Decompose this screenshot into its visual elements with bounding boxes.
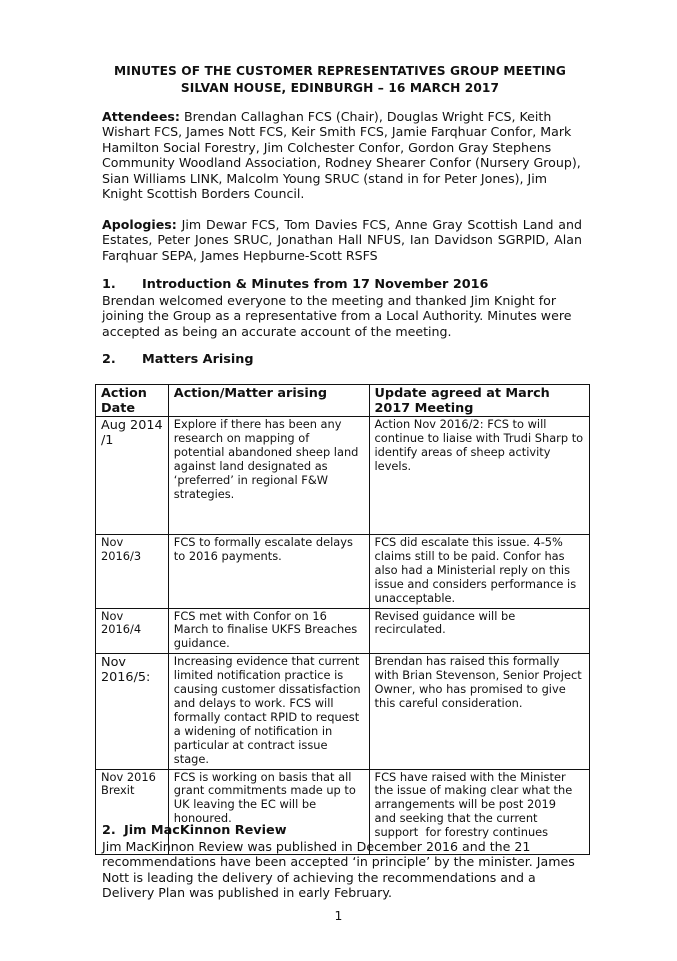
section-heading-introduction: [102, 277, 488, 293]
matters-arising-table: [95, 384, 590, 855]
table-row: [96, 654, 590, 769]
apologies-paragraph: [102, 217, 582, 263]
row-action: FCS met with Confor on 16 March to finalise UKFS Breaches guidance.: [168, 608, 369, 654]
section-body-introduction: Brendan welcomed everyone to the meeting and thanked Jim Knight for joining the Group as a representative from a Local Authority. Minutes were accepted as being an accurate account of the meeting.: [102, 293, 572, 339]
page-number: 1: [334, 908, 343, 923]
table-row: [96, 417, 590, 535]
row-action: FCS to formally escalate delays to 2016 payments.: [168, 535, 369, 609]
section-title: Matters Arising: [142, 352, 254, 367]
section-number: 2.: [102, 823, 116, 838]
title-line-2: SILVAN HOUSE, EDINBURGH – 16 MARCH 2017: [180, 81, 500, 95]
apologies-list: Jim Dewar FCS, Tom Davies FCS, Anne Gray Scottish Land and Estates, Peter Jones SRUC, Jonathan Hall NFUS, Ian Davidson SGRPID, Alan Farqhuar SEPA, James Hepburne-Scott RSFS: [102, 217, 582, 263]
attendees-label: Attendees:: [102, 109, 180, 124]
apologies-label: Apologies:: [102, 217, 177, 232]
row-action: Increasing evidence that current limited notification practice is causing customer dissatisfaction and delays to work. FCS will formally contact RPID to request a widening of notification in particular at contract issue stage.: [168, 654, 369, 769]
table-header-row: [96, 385, 590, 417]
header-action-matter: Action/Matter arising: [168, 385, 369, 417]
row-update: Action Nov 2016/2: FCS to will continue to liaise with Trudi Sharp to identify areas of sheep activity levels.: [369, 417, 589, 535]
row-action: Explore if there has been any research on mapping of potential abandoned sheep land against land designated as ‘preferred’ in regional F&W strategies.: [168, 417, 369, 535]
row-date: Nov 2016 Brexit: [96, 769, 169, 854]
row-update: Revised guidance will be recirculated.: [369, 608, 589, 654]
section-number: 1.: [102, 277, 116, 292]
section-body-mackinnon-review: Jim MacKinnon Review was published in December 2016 and the 21 recommendations have been accepted ‘in principle’ by the minister. James Nott is leading the delivery of achieving the recommendations and a Delivery Plan was published in early February.: [102, 839, 575, 901]
row-date: Nov 2016/3: [96, 535, 169, 609]
table-row: [96, 608, 590, 654]
row-update: Brendan has raised this formally with Brian Stevenson, Senior Project Owner, who has promised to give this careful consideration.: [369, 654, 589, 769]
title-line-1: MINUTES OF THE CUSTOMER REPRESENTATIVES GROUP MEETING: [114, 64, 566, 78]
row-date: Nov 2016/4: [96, 608, 169, 654]
row-action: FCS is working on basis that all grant commitments made up to UK leaving the EC will be honoured.: [168, 769, 369, 854]
row-update: FCS did escalate this issue. 4-5% claims still to be paid. Confor has also had a Ministerial reply on this issue and considers performance is unacceptable.: [369, 535, 589, 609]
document-title: [90, 63, 590, 97]
section-heading-matters-arising: [102, 352, 254, 368]
section-title: Jim MacKinnon Review: [124, 823, 287, 838]
attendees-list: Brendan Callaghan FCS (Chair), Douglas Wright FCS, Keith Wishart FCS, James Nott FCS, Keir Smith FCS, Jamie Farqhuar Confor, Mark Hamilton Social Forestry, Jim Colchester Confor, Gordon Gray Stephens Community Woodland Association, Rodney Shearer Confor (Nursery Group), Sian Williams LINK, Malcolm Young SRUC (stand in for Peter Jones), Jim Knight Scottish Borders Council.: [102, 109, 581, 202]
section-title: Introduction & Minutes from 17 November 2016: [142, 277, 489, 292]
row-date: Aug 2014 /1: [96, 417, 169, 535]
attendees-paragraph: [102, 109, 582, 201]
table-row: [96, 535, 590, 609]
header-update: Update agreed at March 2017 Meeting: [369, 385, 589, 417]
section-number: 2.: [102, 352, 116, 367]
header-action-date: Action Date: [96, 385, 169, 417]
section-heading-mackinnon-review: [102, 823, 287, 839]
row-date: Nov 2016/5:: [96, 654, 169, 769]
row-update: FCS have raised with the Minister the issue of making clear what the arrangements will be post 2019 and seeking that the current support for forestry continues: [369, 769, 589, 854]
